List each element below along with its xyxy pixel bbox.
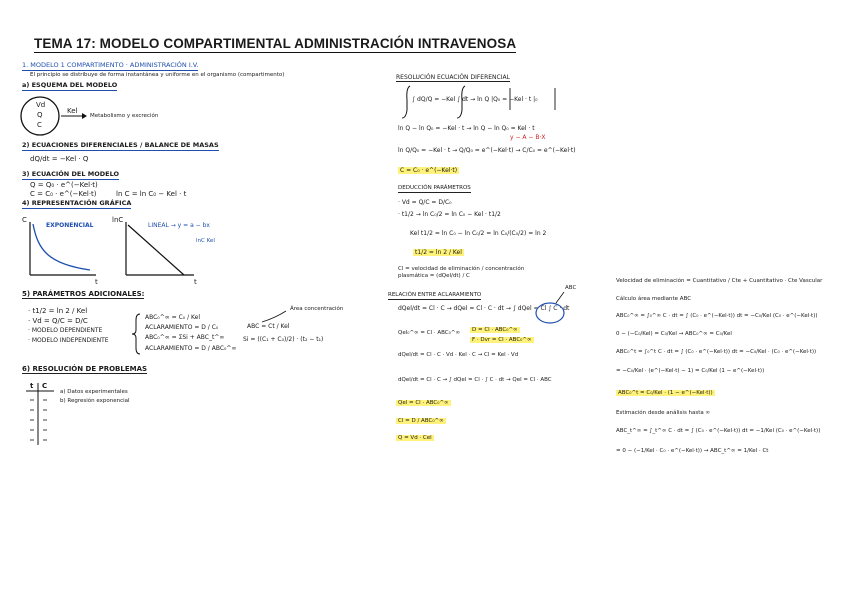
mid-eq-qel-final [396,400,451,407]
subheading-differential: 2) ECUACIONES DIFERENCIALES / BALANCE DE MASAS [22,141,219,149]
mid-heading-resolution: RESOLUCIÓN ECUACIÓN DIFERENCIAL [396,74,510,81]
param-half-life: · t1/2 = ln 2 / Kel [28,307,88,315]
mid-eq-cl-final-text: Cl = D / ABC₀^∞ [398,418,444,424]
right-eq-abc-inf: ABC₀^∞ = ∫₀^∞ C · dt = ∫ (C₀ · e^(−Kel·t)) dt = −C₀/Kel (C₀ · e^(−Kel·t)) [616,313,818,319]
right-eq-abc-t-result-text: ABC₀^t = C₀/Kel · (1 − e^(−Kel·t)) [618,390,713,396]
eq-c: C = C₀ · e^(−Kel·t) [30,190,97,198]
mid-eq-ratio: ln Q/Q₀ = −Kel · t → Q/Q₀ = e^(−Kel·t) → C/C₀ = e^(−Kel·t) [398,147,576,154]
mid-eq-cl-final [396,418,446,425]
intro-text: El principio se distribuye de forma instantánea y uniforme en el organismo (compartimento) [30,72,285,78]
abc-circle [536,303,564,323]
param-vd: · Vd = Q/C = D/C [28,317,88,325]
note-area: Área concentración [290,306,344,312]
abc-label: ABC [565,285,577,291]
mid-eq-half: · t1/2 → ln C₀/2 = ln C₀ − Kel · t1/2 [398,211,501,218]
option-a: a) Datos experimentales [60,389,128,395]
graph1-label: EXPONENCIAL [46,222,94,229]
graph2-y-label: lnC [112,216,124,224]
mid-eq-ln: ln Q − ln Q₀ = −Kel · t → ln Q − ln Q₀ = Kel · t [398,125,535,132]
note-si: Si = ((C₁ + C₀)/2) · (t₂ − t₁) [243,336,324,343]
compartment-c: C [37,121,42,129]
mid-eq-q-final [396,435,434,442]
metabolism-label: Metabolismo y excreción [90,113,159,119]
page-title: TEMA 17: MODELO COMPARTIMENTAL ADMINISTRACIÓN INTRAVENOSA [34,36,517,51]
option-b: b) Regresión exponencial [60,398,130,404]
mid-eq-cl-kel: dQel/dt = Cl · C · Vd · Kel · C → Cl = Kel · Vd [398,352,519,358]
right-eq-abc-t: ABC₀^t = ∫₀^t C · dt = ∫ (C₀ · e^(−Kel·t)) dt = −C₀/Kel · (C₀ · e^(−Kel·t)) [616,349,817,355]
subheading-graph: 4) REPRESENTACIÓN GRÁFICA [22,199,132,207]
table-col-t: t [30,382,34,390]
mid-eq-integral: ∫ dQ/Q = −Kel ∫ dt → ln Q |Q₀ = −Kel · t |₀ [412,96,538,103]
relation-clearance-abc: ACLARAMIENTO = D / ABC₀^∞ [145,345,237,352]
mid-eq-result-text: C = C₀ · e^(−Kel·t) [400,167,458,174]
graph2-sub: lnC Kel [196,238,215,244]
eq-dq-dt: dQ/dt = −Kel · Q [30,155,89,163]
subheading-problems: 6) RESOLUCIÓN DE PROBLEMAS [22,365,148,373]
right-eq-abc-tinf: ABC_t^∞ = ∫_t^∞ C · dt = ∫ (C₀ · e^(−Kel·t)) dt = −1/Kel (C₀ · e^(−Kel·t)) [616,428,821,434]
mid-eq-kel: Kel t1/2 = ln C₀ − ln C₀/2 = ln C₀/(C₀/2) = ln 2 [410,230,547,237]
subheading-model-eq: 3) ECUACIÓN DEL MODELO [22,170,119,178]
note-abc-ct: ABC = Ct / Kel [247,323,290,330]
compartment-vd: Vd [36,101,46,109]
param-dependent: · MODELO DEPENDIENTE [28,327,103,334]
eq-q: Q = Q₀ · e^(−Kel·t) [30,181,98,189]
mid-eq-vd: · Vd = Q/C = D/C₀ [398,199,452,206]
mid-eq-d-text: D = Cl · ABC₀^∞ [472,327,518,333]
relation-abc: ABC₀^∞ = C₀ / Kel [145,314,201,321]
mid-eq-fdvr [470,337,534,344]
mid-eq-dqel: dQel/dt = Cl · C → dQel = Cl · C · dt → ∫ dQel = Cl ∫ C · dt [398,305,570,312]
mid-eq-linear-note: y − A − B·X [510,134,546,141]
right-eq-abc-result: 0 − (−C₀/Kel) = C₀/Kel → ABC₀^∞ = C₀/Kel [616,331,732,337]
table-col-c: C [42,382,48,390]
abc-pointer [556,292,564,303]
mid-eq-qel-inf: Qel₀^∞ = Cl · ABC₀^∞ [398,330,461,336]
right-eq-abc-t-result [616,390,715,397]
graph1-y-label: C [22,216,27,224]
mid-heading-clearance: RELACIÓN ENTRE ACLARAMIENTO [388,292,482,298]
mid-eq-cl: Cl = velocidad de eliminación / concentración plasmática = (dQel/dt) / C [398,266,525,279]
graph1-x-label: t [95,278,98,286]
mid-eq-fdvr-text: F · Dvr = Cl · ABC₀^∞ [472,337,532,343]
mid-eq-q-final-text: Q = Vd · Cel [398,435,432,441]
compartment-q: Q [37,111,43,119]
graph2-x-label: t [194,278,197,286]
param-independent: · MODELO INDEPENDIENTE [28,337,109,344]
relation-abc-sum: ABC₀^∞ = ΣSi + ABC_t^∞ [145,334,225,341]
subheading-params: 5) PARÁMETROS ADICIONALES: [22,290,145,298]
subheading-scheme: a) ESQUEMA DEL MODELO [22,81,118,89]
right-heading-estimation: Estimación desde análisis hasta ∞ [616,410,711,416]
mid-heading-params: DEDUCCIÓN PARÁMETROS [398,185,471,191]
kel-label: Kel [67,107,78,115]
relation-clearance: ACLARAMIENTO = D / C₀ [145,324,219,331]
right-eq-abc-t-step: = −C₀/Kel · (e^(−Kel·t) − 1) = C₀/Kel (1 − e^(−Kel·t)) [616,368,765,374]
right-eq-abc-tinf-result: = 0 − (−1/Kel · C₀ · e^(−Kel·t)) → ABC_t^∞ = 1/Kel · Ct [616,448,769,454]
eq-lnc: ln C = ln C₀ − Kel · t [116,190,187,198]
mid-eq-qel-abc: dQel/dt = Cl · C → ∫ dQel = Cl · ∫ C · dt → Qel = Cl · ABC [398,377,552,383]
right-heading-area: Cálculo área mediante ABC [616,296,692,302]
mid-eq-d [470,327,520,334]
mid-eq-half-result-text: t1/2 = ln 2 / Kel [415,249,462,256]
mid-eq-qel-final-text: Qel = Cl · ABC₀^∞ [398,400,449,406]
section-heading-model: 1. MODELO 1 COMPARTIMENTO · ADMINISTRACIÓN I.V. [22,61,199,69]
right-heading-velocity: Velocidad de eliminación = Cuantitativo / Cte + Cuantitativo · Cte Vascular [616,278,823,284]
graph2-label: LINEAL → y = a − bx [148,222,210,229]
